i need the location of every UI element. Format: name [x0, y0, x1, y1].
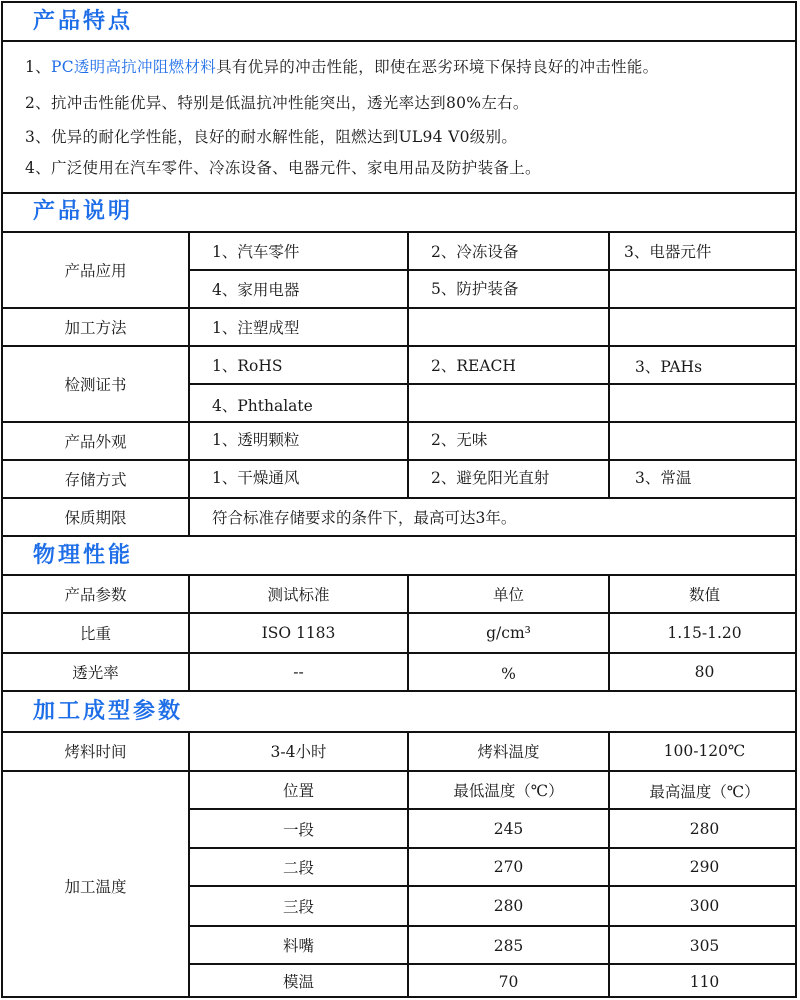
physical-cell: 透光率: [72, 664, 119, 682]
drying-time-label: 烤料时间: [64, 743, 127, 761]
certificate-item: 1、RoHS: [212, 357, 283, 375]
physical-header: 测试标准: [267, 586, 330, 604]
physical-cell: --: [293, 663, 304, 681]
row-label-processing-method: 加工方法: [64, 319, 127, 337]
temp-header: 最低温度（℃）: [453, 782, 564, 800]
temp-cell: 二段: [282, 859, 314, 877]
storage-item: 1、干燥通风: [212, 469, 300, 487]
divider: [3, 690, 795, 692]
temp-cell: 模温: [282, 973, 314, 991]
physical-cell: %: [501, 665, 516, 683]
drying-time-value: 3-4小时: [270, 743, 327, 761]
temp-cell: 三段: [282, 898, 314, 916]
drying-temp-label: 烤料温度: [477, 743, 540, 761]
row-label-storage: 存储方式: [64, 471, 127, 489]
row-label-application: 产品应用: [64, 262, 127, 280]
application-item: 1、汽车零件: [212, 243, 300, 261]
temp-cell: 285: [493, 937, 524, 955]
temp-header: 位置: [282, 782, 314, 800]
certificate-item: 2、REACH: [431, 357, 516, 375]
temp-cell: 305: [689, 937, 720, 955]
temp-cell: 300: [689, 897, 720, 915]
divider: [190, 383, 795, 385]
feature-item-3: 3、优异的耐化学性能，良好的耐水解性能，阻燃达到UL94 V0级别。: [25, 128, 518, 146]
feature-item-2: 2、抗冲击性能优异、特别是低温抗冲性能突出，透光率达到80%左右。: [25, 94, 529, 112]
application-item: 5、防护装备: [431, 280, 519, 298]
divider: [3, 40, 795, 42]
processing-method-item: 1、注塑成型: [212, 319, 300, 337]
shelf-life-text: 符合标准存储要求的条件下，最高可达3年。: [212, 509, 517, 527]
section-title-processing: 加工成型参数: [33, 699, 184, 724]
storage-item: 3、常温: [635, 469, 692, 487]
physical-header: 产品参数: [64, 586, 127, 604]
feature-prefix: 1、: [25, 58, 51, 76]
temp-cell: 料嘴: [282, 937, 314, 955]
physical-cell: ISO 1183: [261, 624, 336, 642]
certificate-item: 4、Phthalate: [212, 397, 313, 415]
temp-cell: 280: [493, 897, 524, 915]
feature-highlight-link[interactable]: PC透明高抗冲阻燃材料: [50, 58, 217, 76]
temp-header: 最高温度（℃）: [649, 783, 760, 801]
temp-cell: 一段: [282, 821, 314, 839]
appearance-item: 2、无味: [431, 431, 488, 449]
temp-cell: 280: [689, 820, 720, 838]
physical-cell: g/cm³: [486, 624, 531, 642]
physical-cell: 1.15-1.20: [667, 624, 742, 642]
application-item: 3、电器元件: [624, 243, 712, 261]
application-item: 2、冷冻设备: [431, 243, 519, 261]
section-title-description: 产品说明: [33, 199, 134, 224]
appearance-item: 1、透明颗粒: [212, 431, 300, 449]
section-title-physical: 物理性能: [33, 543, 134, 568]
temp-cell: 110: [689, 973, 720, 991]
feature-item-1: [25, 57, 658, 77]
row-label-shelf-life: 保质期限: [64, 509, 127, 527]
physical-cell: 比重: [79, 625, 111, 643]
application-item: 4、家用电器: [212, 281, 300, 299]
feature-text: 具有优异的冲击性能，即使在恶劣环境下保持良好的冲击性能。: [216, 58, 659, 76]
row-label-appearance: 产品外观: [64, 433, 127, 451]
temp-cell: 245: [493, 820, 524, 838]
temp-cell: 270: [493, 858, 524, 876]
product-spec-sheet: [1, 1, 797, 998]
temp-cell: 70: [498, 973, 519, 991]
drying-temp-value: 100-120℃: [663, 742, 746, 760]
storage-item: 2、避免阳光直射: [431, 469, 550, 487]
physical-cell: 80: [694, 663, 715, 681]
certificate-item: 3、PAHs: [635, 358, 703, 376]
feature-item-4: 4、广泛使用在汽车零件、冷冻设备、电器元件、家电用品及防护装备上。: [25, 159, 541, 177]
row-label-certificates: 检测证书: [64, 376, 127, 394]
processing-temp-label: 加工温度: [64, 878, 127, 896]
section-title-features: 产品特点: [33, 9, 134, 34]
physical-header: 数值: [688, 586, 720, 604]
physical-header: 单位: [492, 586, 524, 604]
temp-cell: 290: [689, 858, 720, 876]
